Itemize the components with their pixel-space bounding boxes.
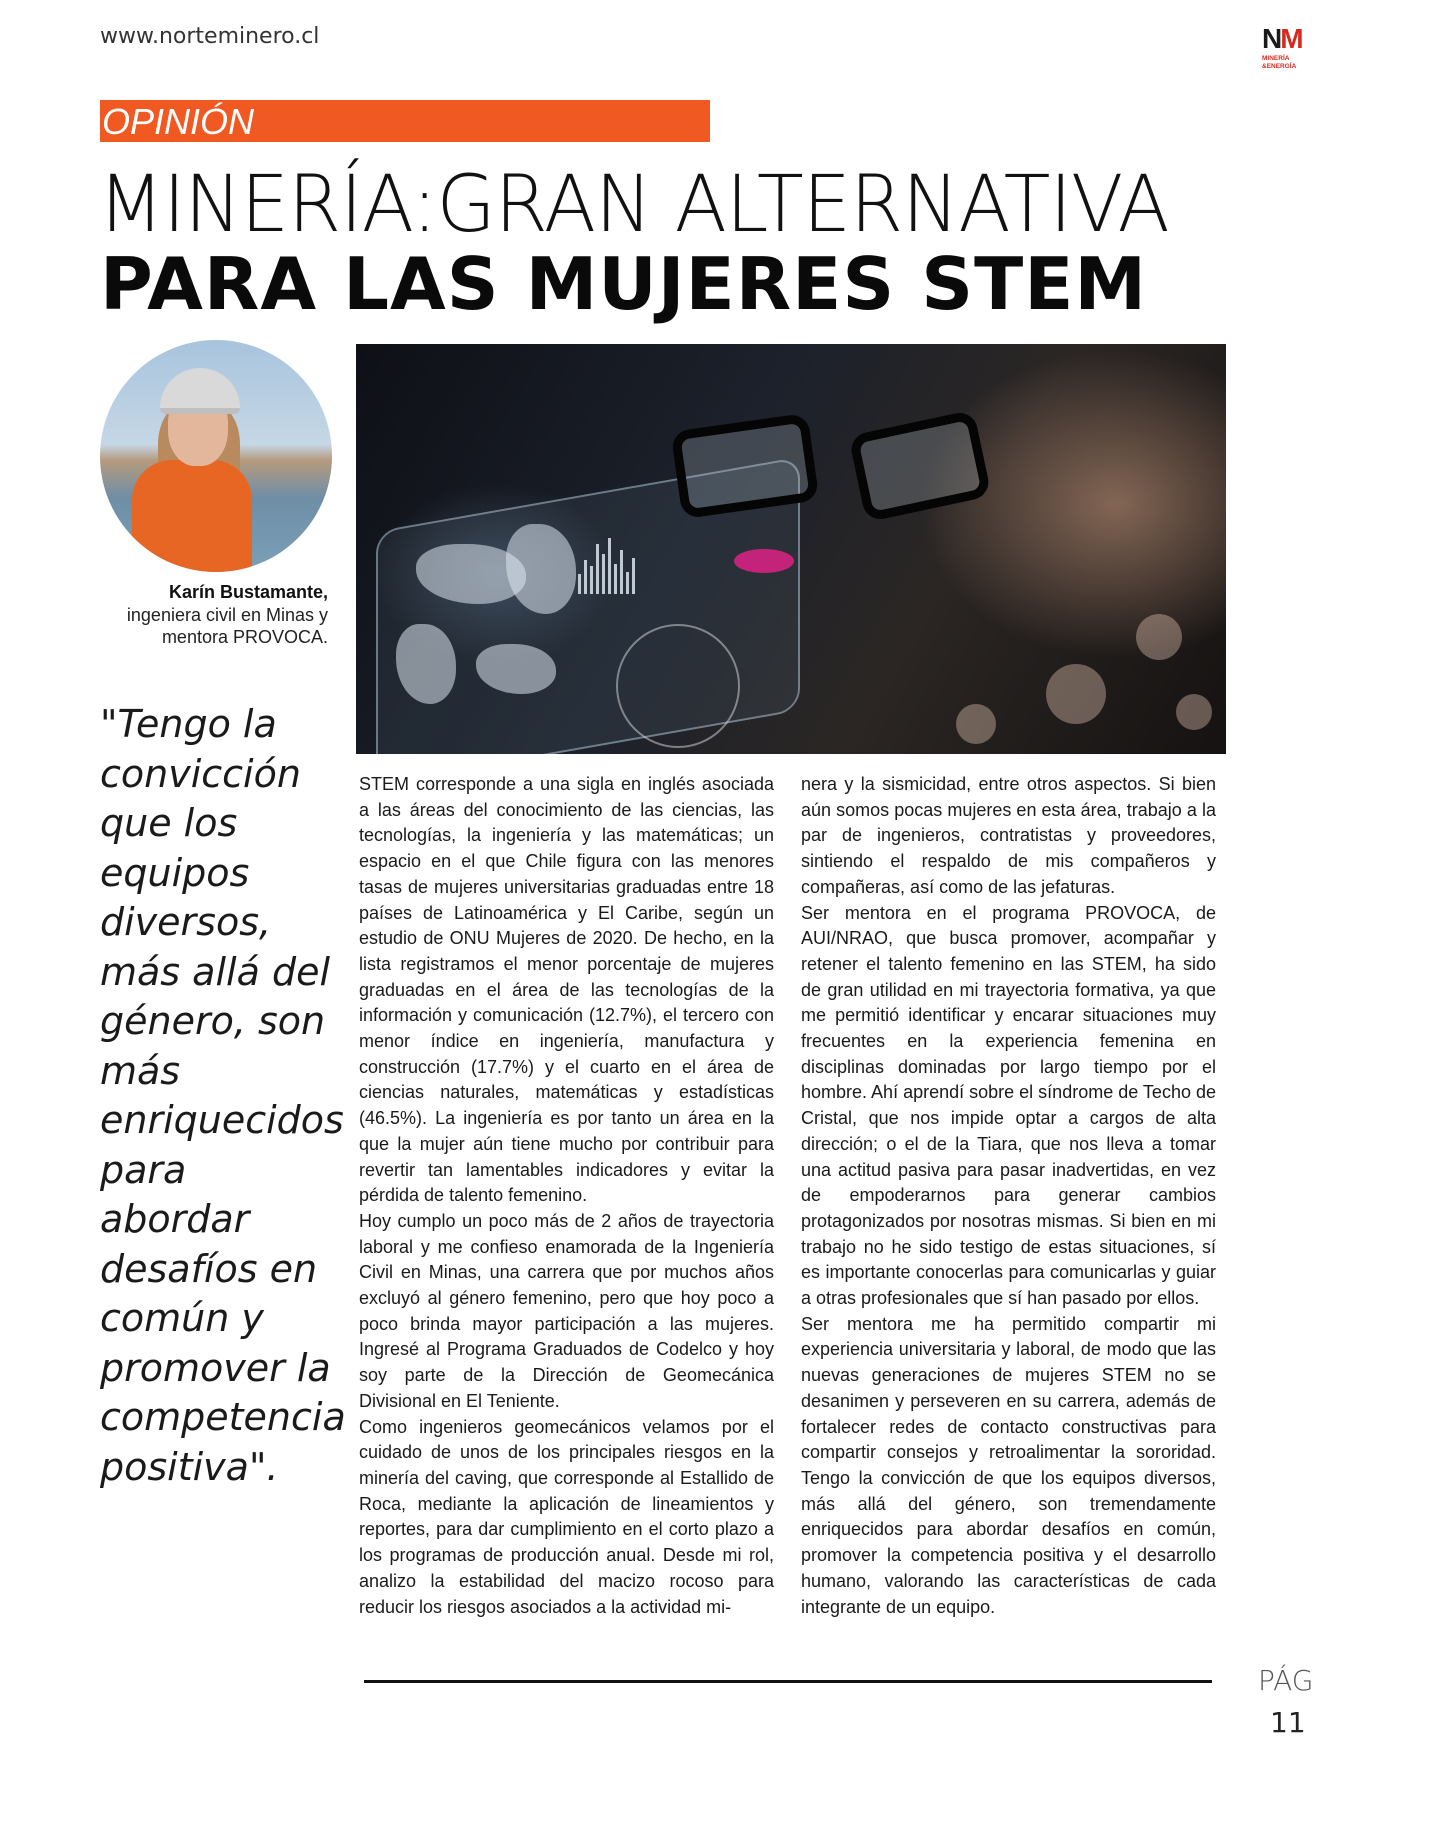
headline-line-2: PARA LAS MUJERES STEM: [100, 242, 1148, 326]
paragraph: Hoy cumplo un poco más de 2 años de trayectoria laboral y me confieso enamorada de la Ingeniería Civil en Minas, una carrera que por muchos años excluyó al género femenino, pero que hoy poco a poco brinda mayor participación a las mujeres. Ingresé al Programa Graduados de Codelco y hoy soy parte de la Dirección de Geomecánica Divisional en El Teniente.: [359, 1210, 774, 1411]
headline-line-1: MINERÍA:GRAN ALTERNATIVA: [98, 160, 1169, 250]
article-column-2: [801, 772, 1216, 1620]
page-number: 11: [1270, 1706, 1306, 1739]
page-label: PÁG: [1258, 1664, 1314, 1697]
section-label: OPINIÓN: [102, 101, 255, 142]
paragraph: STEM corresponde a una sigla en inglés asociada a las áreas del conocimiento de las ciencias, las tecnologías, la ingeniería y las matemáticas; un espacio en el que Chile figura con las menores tasas de mujeres universitarias graduadas entre 18 países de Latinoamérica y El Caribe, según un estudio de ONU Mujeres de 2020. De hecho, en la lista registramos el menor porcentaje de mujeres graduadas en el área de las tecnologías de la información y comunicación (12.7%), el tercero con menor índice en ingeniería, manufactura y construcción (17.7%) y el cuarto en el área de ciencias naturales, matemáticas y estadísticas (46.5%). La ingeniería es por tanto un área en la que la mujer aún tiene mucho por contribuir para revertir tan lamentables indicadores y evitar la pérdida de talento femenino.: [359, 774, 774, 1206]
author-photo: [100, 340, 332, 572]
magazine-logo: NM MINERÍA &ENERGÍA: [1262, 23, 1302, 70]
author-name: Karín Bustamante,: [168, 582, 328, 602]
article-column-1: [359, 772, 774, 1620]
paragraph: Como ingenieros geomecánicos velamos por el cuidado de unos de los principales riesgos en la minería del caving, que corresponde al Estallido de Roca, mediante la aplicación de lineamientos y reportes, para dar cumplimiento en el corto plazo a los programas de producción anual. Desde mi rol, analizo la estabilidad del macizo rocoso para reducir los riesgos asociados a la actividad mi-: [359, 1416, 774, 1617]
hero-image: [356, 344, 1226, 754]
author-role: ingeniera civil en Minas y mentora PROVOCA.: [126, 605, 328, 647]
paragraph: Ser mentora me ha permitido compartir mi experiencia universitaria y laboral, de modo que las nuevas generaciones de mujeres STEM no se desanimen y perseveren en su carrera, además de fortalecer redes de contacto constructivas para compartir consejos y retroalimentar la sororidad. Tengo la convicción de que los equipos diversos, más allá del género, son tremendamente enriquecidos para abordar desafíos en común, promover la competencia positiva y el desarrollo humano, valorando las características de cada integrante de un equipo.: [801, 1313, 1216, 1617]
pull-quote: "Tengo la convicción que los equipos diversos, más allá del género, son más enriquecidos para abordar desafíos en común y promover la competencia positiva".: [100, 702, 346, 1489]
paragraph: Ser mentora en el programa PROVOCA, de AUI/NRAO, que busca promover, acompañar y retener el talento femenino en las STEM, ha sido de gran utilidad en mi trayectoria formativa, ya que me permitió identificar y encarar situaciones muy frecuentes en la experiencia femenina en disciplinas dominadas por largo tiempo por el hombre. Ahí aprendí sobre el síndrome de Techo de Cristal, que nos impide optar a cargos de alta dirección; o el de la Tiara, que nos lleva a tomar una actitud pasiva para pasar inadvertidas, en vez de empoderarnos para generar cambios protagonizados por nosotras mismas. Si bien en mi trabajo no he sido testigo de estas situaciones, sí es importante conocerlas para comunicarlas y guiar a otras profesionales que sí han pasado por ellos.: [801, 902, 1216, 1309]
site-url[interactable]: www.norteminero.cl: [100, 24, 320, 49]
footer-divider: [364, 1680, 1212, 1683]
section-banner: [100, 100, 710, 142]
paragraph: nera y la sismicidad, entre otros aspectos. Si bien aún somos pocas mujeres en esta área, trabajo a la par de ingenieros, contratistas y proveedores, sintiendo el respaldo de mis compañeros y compañeras, así como de las jefaturas.: [801, 774, 1216, 897]
